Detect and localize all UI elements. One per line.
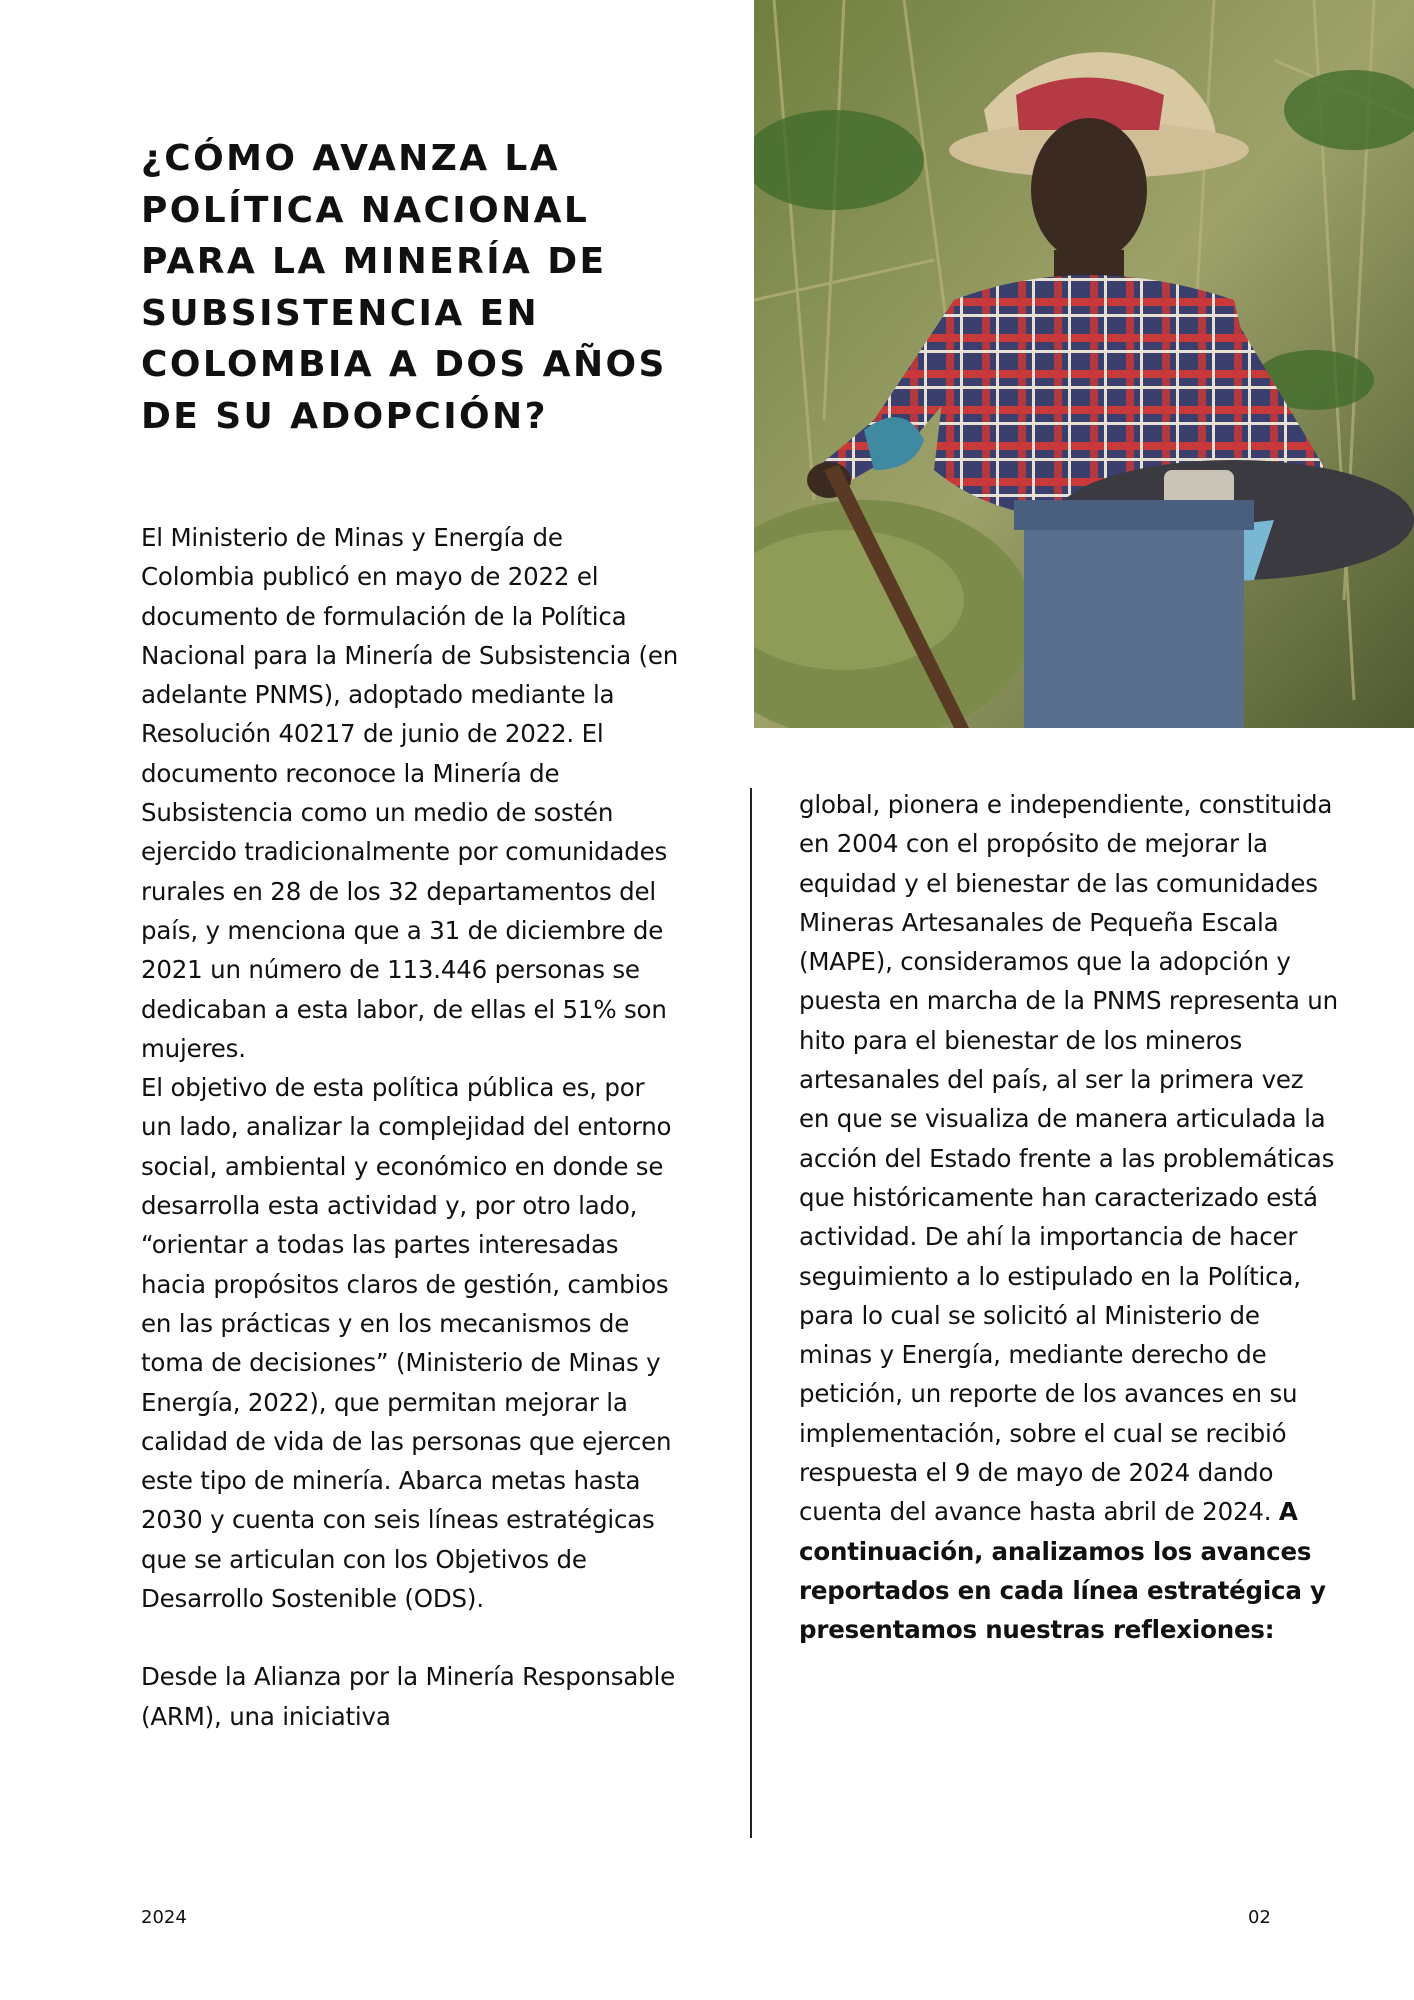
alliance-paragraph: Desde la Alianza por la Minería Responsable (ARM), una iniciativa	[141, 1662, 675, 1731]
left-text-column	[141, 518, 681, 1736]
page-title: ¿CÓMO AVANZA LA POLÍTICA NACIONAL PARA LA MINERÍA DE SUBSISTENCIA EN COLOMBIA A DOS AÑOS DE SU ADOPCIÓN?	[141, 138, 667, 437]
page-number: 02	[1248, 1907, 1271, 1928]
alliance-continuation-paragraph	[799, 785, 1339, 1650]
analysis-intro-bold: A continuación, analizamos los avances reportados en cada línea estratégica y presentamos nuestras reflexiones:	[799, 1497, 1326, 1645]
photo-illustration	[754, 0, 1414, 728]
footer-year: 2024	[141, 1907, 187, 1928]
intro-paragraph: El Ministerio de Minas y Energía de Colombia publicó en mayo de 2022 el documento de formulación de la Política Nacional para la Minería de Subsistencia (en adelante PNMS), adoptado mediante la Resolución 40217 de junio de 2022. El documento reconoce la Minería de Subsistencia como un medio de sostén ejercido tradicionalmente por comunidades rurales en 28 de los 32 departamentos del país, y menciona que a 31 de diciembre de 2021 un número de 113.446 personas se dedicaban a esta labor, de ellas el 51% son mujeres.	[141, 523, 679, 1063]
paragraph-spacer	[141, 1618, 681, 1657]
alliance-continuation-text: global, pionera e independiente, constituida en 2004 con el propósito de mejorar la equidad y el bienestar de las comunidades Mineras Artesanales de Pequeña Escala (MAPE), consideramos que la adopción y puesta en marcha de la PNMS representa un hito para el bienestar de los mineros artesanales del país, al ser la primera vez en que se visualiza de manera articulada la acción del Estado frente a las problemáticas que históricamente han caracterizado está actividad. De ahí la importancia de hacer seguimiento a lo estipulado en la Política, para lo cual se solicitó al Ministerio de minas y Energía, mediante derecho de petición, un reporte de los avances en su implementación, sobre el cual se recibió respuesta el 9 de mayo de 2024 dando cuenta del avance hasta abril de 2024.	[799, 790, 1338, 1527]
column-divider	[750, 788, 752, 1838]
miner-woman-photo	[754, 0, 1414, 728]
right-text-column	[799, 785, 1339, 1650]
objective-paragraph: El objetivo de esta política pública es, por un lado, analizar la complejidad del entorno social, ambiental y económico en donde se desarrolla esta actividad y, por otro lado, “orientar a todas las partes interesadas hacia propósitos claros de gestión, cambios en las prácticas y en los mecanismos de toma de decisiones” (Ministerio de Minas y Energía, 2022), que permitan mejorar la calidad de vida de las personas que ejercen este tipo de minería. Abarca metas hasta 2030 y cuenta con seis líneas estratégicas que se articulan con los Objetivos de Desarrollo Sostenible (ODS).	[141, 1073, 672, 1614]
